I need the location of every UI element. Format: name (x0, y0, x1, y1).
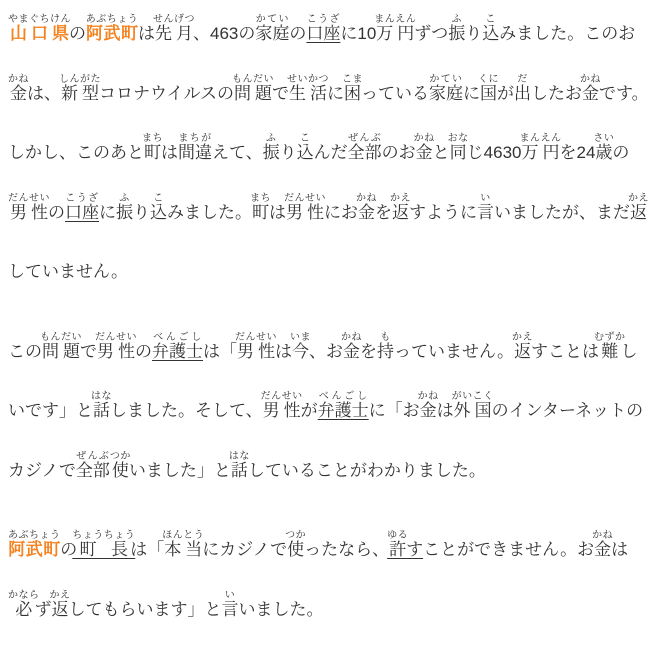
text-run: っていません。 (394, 341, 515, 361)
paragraph (8, 322, 651, 501)
text-run: 返かえ (390, 192, 411, 222)
text-run: 込こ (150, 192, 167, 222)
text-run: いました。 (238, 599, 324, 619)
text-run: のインターネットのカジノで (8, 401, 644, 480)
text-run: 町まち (142, 133, 163, 162)
text-run: 必かなら (8, 589, 40, 619)
text-run: したお (530, 83, 582, 103)
text-run: の (612, 143, 630, 162)
text-run: コロナウイルスの (99, 83, 234, 103)
paragraph (8, 520, 651, 639)
text-run: 難むずか (594, 331, 626, 361)
text-run: は、 (27, 83, 61, 103)
text-run: 今いま (290, 331, 311, 361)
text-run: 先月せんげつ (153, 14, 195, 43)
text-run: 男性だんせい (284, 192, 326, 222)
text-run: しました。そして、 (110, 401, 263, 420)
text-run: 言い (221, 589, 239, 619)
dictionary-term-link[interactable]: 弁護士べんごし (317, 391, 369, 420)
text-run: 男性だんせい (235, 331, 277, 361)
text-run: は「 (203, 341, 237, 361)
text-run: 問題もんだい (40, 331, 82, 361)
text-run: んだ (313, 143, 348, 162)
text-run: 全部ぜんぶ (75, 450, 110, 480)
text-run: は (269, 202, 286, 222)
text-run: ず (34, 599, 52, 619)
text-run: の (289, 24, 307, 43)
dictionary-term-link[interactable]: 弁護士べんごし (152, 331, 203, 361)
text-run: 新型しんがた (59, 73, 101, 103)
text-run: いましたが、まだ (494, 202, 630, 222)
text-run: 振ふ (448, 14, 466, 43)
text-run: に10 (340, 24, 377, 43)
text-run: と (432, 143, 450, 162)
text-run: 返かえ (49, 589, 71, 619)
text-run: 困こま (341, 73, 363, 103)
text-run: ったなら、 (304, 540, 390, 559)
dictionary-term-link[interactable]: 口座こうざ (65, 192, 99, 222)
text-run: 金かね (8, 73, 29, 103)
paragraph (8, 4, 651, 302)
text-run: 万円まんえん (374, 14, 417, 43)
text-run: みました。このお (499, 24, 636, 43)
text-run: いました」と (128, 460, 231, 480)
text-run: 町まち (250, 192, 271, 222)
dictionary-term-link[interactable]: 町長ちょうちょう (72, 530, 136, 559)
text-run: り (133, 202, 150, 222)
place-name-link[interactable]: 山口県やまぐちけん (8, 14, 71, 43)
text-run: 問題もんだい (231, 73, 274, 103)
text-run: していることがわかりました。 (247, 460, 486, 480)
text-run: していません。 (8, 262, 129, 281)
text-run: の (69, 24, 86, 43)
text-run: り (465, 24, 483, 43)
text-run: の (135, 341, 152, 361)
text-run: 返かえ (512, 331, 534, 361)
text-run: に (99, 202, 116, 222)
text-run: 、463の (193, 24, 256, 43)
text-run: 家庭かてい (255, 14, 290, 43)
text-run: 話はな (228, 450, 250, 480)
text-run: が (300, 401, 318, 420)
dictionary-term-link[interactable]: 許ゆる (387, 530, 409, 559)
text-run: みました。 (167, 202, 252, 222)
text-run: は (436, 401, 454, 420)
text-run: 国くに (477, 73, 499, 103)
text-run: 出だ (513, 73, 531, 103)
text-run: 金かね (341, 331, 362, 361)
text-run: 使つか (109, 450, 131, 480)
text-run: は (275, 341, 292, 361)
text-run: してもらいます」と (68, 599, 222, 619)
text-run: 込こ (482, 14, 500, 43)
place-name-link[interactable]: 阿武町あぶちょう (8, 530, 61, 559)
text-run: の (60, 540, 78, 559)
text-run: を (360, 341, 377, 361)
text-run: です。しかし、このあと (8, 83, 649, 162)
text-run: に「お (368, 401, 420, 420)
text-run: 金かね (417, 391, 439, 420)
text-run: 返かえ (628, 192, 649, 222)
text-run: に (326, 83, 344, 103)
text-run: 間違まちが (178, 133, 212, 162)
text-run: しいです」と (8, 341, 638, 420)
text-run: じ4630 (466, 143, 522, 162)
dictionary-term-link[interactable]: 口座こうざ (306, 14, 341, 43)
text-run: 万円まんえん (519, 133, 562, 162)
text-run: 金かね (592, 530, 614, 559)
text-run: 金かね (356, 192, 377, 222)
text-run: 話はな (91, 391, 112, 420)
text-run: 振ふ (116, 192, 133, 222)
text-run: を24 (559, 143, 596, 162)
text-run: この (8, 341, 42, 361)
text-run: が (496, 83, 514, 103)
text-run: にカジノで (202, 540, 288, 559)
text-run: 使つか (285, 530, 307, 559)
text-run: に (462, 83, 480, 103)
text-run: 金かね (579, 73, 601, 103)
text-run: 振ふ (262, 133, 280, 162)
text-run: 生活せいかつ (286, 73, 329, 103)
text-run: 持も (377, 331, 394, 361)
text-run: えて、 (212, 143, 263, 162)
text-run: ことができません。お (423, 540, 595, 559)
dictionary-term-link[interactable]: す (406, 540, 424, 559)
text-run: 言い (477, 192, 494, 222)
article-body (8, 4, 651, 639)
text-run: にお (324, 202, 358, 222)
place-name-link[interactable]: 阿武町あぶちょう (85, 14, 139, 43)
text-run: 本当ほんとう (162, 530, 205, 559)
text-run: り (279, 143, 297, 162)
text-run: 外国がいこく (451, 391, 494, 420)
text-run: ずつ (414, 24, 449, 43)
text-run: は (161, 143, 178, 162)
text-run: は「 (130, 540, 165, 559)
text-run: で (80, 341, 97, 361)
text-run: で (271, 83, 289, 103)
text-run: 歳さい (593, 133, 615, 162)
text-run: すように (409, 202, 477, 222)
text-run: 全部ぜんぶ (347, 133, 382, 162)
text-run: っている (360, 83, 429, 103)
text-run: の (48, 202, 65, 222)
text-run: 男性だんせい (95, 331, 137, 361)
text-run: を (375, 202, 392, 222)
text-run: 込こ (296, 133, 314, 162)
text-run: 、お (309, 341, 343, 361)
text-run: のお (381, 143, 416, 162)
text-run: は (138, 24, 155, 43)
text-run: 家庭かてい (428, 73, 463, 103)
text-run: 男性だんせい (8, 192, 50, 222)
text-run: 同おな (447, 133, 469, 162)
text-run: すことは (531, 341, 600, 361)
text-run: は (611, 540, 629, 559)
text-run: 金かね (413, 133, 435, 162)
text-run: 男性だんせい (260, 391, 303, 420)
